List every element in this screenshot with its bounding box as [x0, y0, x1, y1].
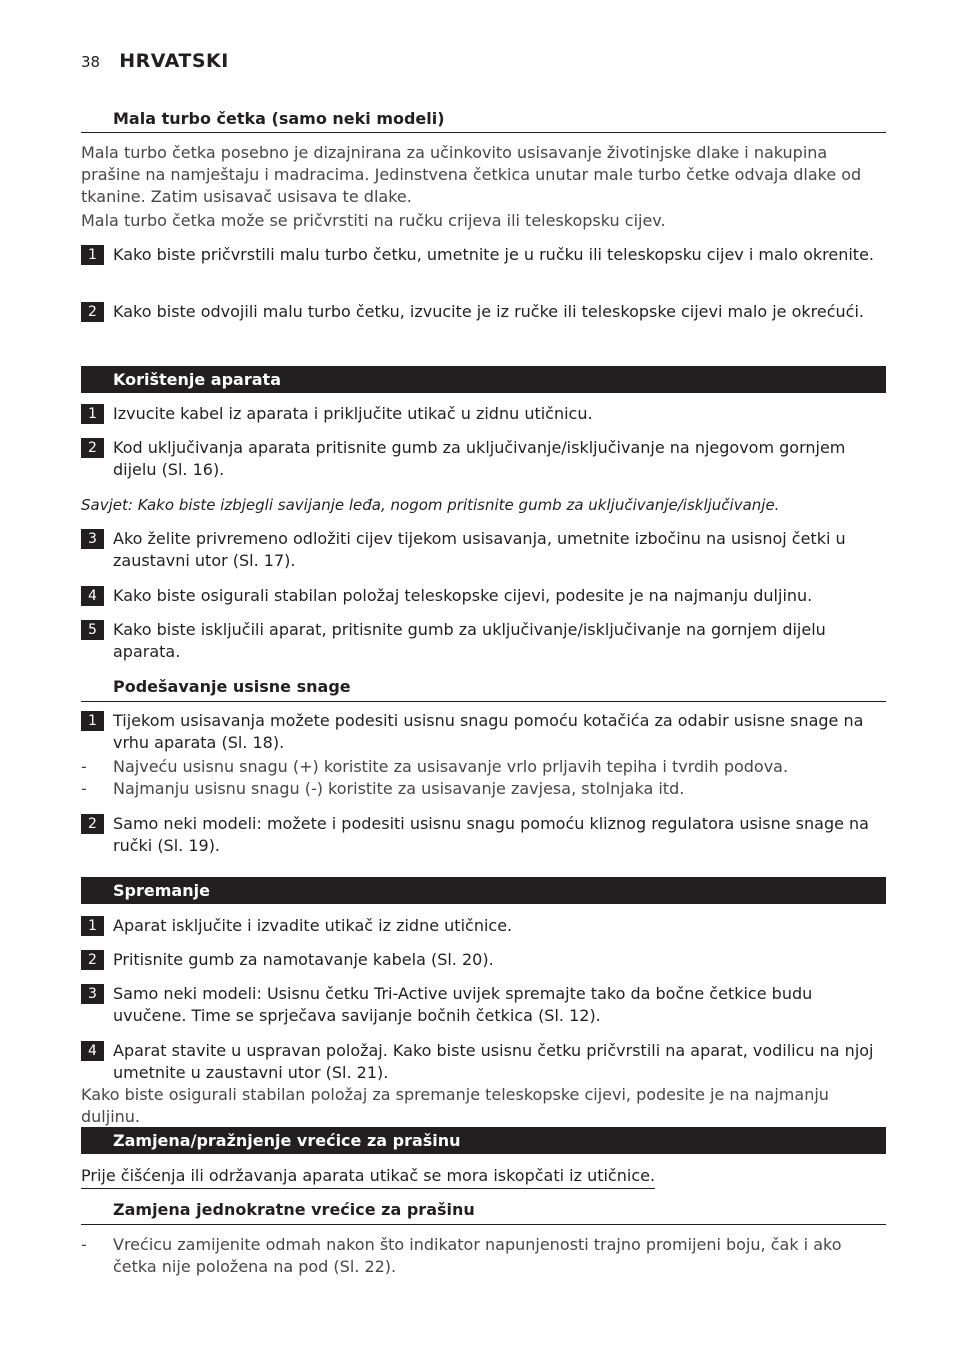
step-storage-1: [81, 915, 886, 937]
step-number: 2: [81, 950, 104, 970]
step-text: Izvucite kabel iz aparata i priključite utikač u zidnu utičnicu.: [113, 404, 593, 423]
step-number: 1: [81, 916, 104, 936]
step-using-3: [81, 528, 886, 572]
step-number: 3: [81, 984, 104, 1004]
step-using-4: [81, 585, 886, 607]
warning-text: Prije čišćenja ili održavanja aparata utikač se mora iskopčati iz utičnice.: [81, 1165, 655, 1189]
tip-text: Savjet: Kako biste izbjegli savijanje leđa, nogom pritisnite gumb za uključivanje/isključivanje.: [81, 496, 780, 514]
step-number: 4: [81, 1041, 104, 1061]
list-item-max-suction: [81, 756, 886, 778]
step-number: 2: [81, 438, 104, 458]
page-number: 38: [81, 53, 101, 71]
step-text: Kako biste isključili aparat, pritisnite gumb za uključivanje/isključivanje na gornjem dijelu aparata.: [113, 620, 826, 661]
step-number: 3: [81, 529, 104, 549]
step-text: Kako biste odvojili malu turbo četku, izvucite je iz ručke ili teleskopske cijevi malo je okrećući.: [113, 302, 864, 321]
step-turbo-1: [81, 244, 886, 266]
step-text: Samo neki modeli: možete i podesiti usisnu snagu pomoću kliznog regulatora usisne snage na ručki (Sl. 19).: [113, 814, 869, 855]
dash-bullet: -: [81, 1235, 87, 1254]
page-header: [81, 50, 229, 72]
step-suction-1: [81, 710, 886, 754]
list-item-replace-bag: [81, 1234, 886, 1278]
subheading-turbo-brush: Mala turbo četka (samo neki modeli): [81, 108, 886, 133]
paragraph-storage-note: Kako biste osigurali stabilan položaj za spremanje teleskopske cijevi, podesite je na najmanju duljinu.: [81, 1085, 829, 1126]
step-text: Ako želite privremeno odložiti cijev tijekom usisavanja, umetnite izbočinu na usisnoj četki u zaustavni utor (Sl. 17).: [113, 529, 846, 570]
list-item-min-suction: [81, 778, 886, 800]
dash-bullet: -: [81, 757, 87, 776]
step-number: 1: [81, 245, 104, 265]
step-number: 2: [81, 814, 104, 834]
step-number: 1: [81, 711, 104, 731]
language-title: HRVATSKI: [119, 50, 229, 72]
list-text: Najmanju usisnu snagu (-) koristite za usisavanje zavjesa, stolnjaka itd.: [113, 779, 685, 798]
list-text: Vrećicu zamijenite odmah nakon što indikator napunjenosti trajno promijeni boju, čak i ako četka nije položena na pod (Sl. 22).: [113, 1235, 842, 1276]
step-using-1: [81, 403, 886, 425]
step-text: Kod uključivanja aparata pritisnite gumb za uključivanje/isključivanje na njegovom gornjem dijelu (Sl. 16).: [113, 438, 846, 479]
subheading-suction: Podešavanje usisne snage: [81, 676, 886, 702]
section-heading-using: Korištenje aparata: [81, 366, 886, 393]
step-suction-2: [81, 813, 886, 857]
step-text: Pritisnite gumb za namotavanje kabela (Sl. 20).: [113, 950, 494, 969]
subheading-replace-bag: Zamjena jednokratne vrećice za prašinu: [81, 1199, 886, 1225]
step-text: Aparat isključite i izvadite utikač iz zidne utičnice.: [113, 916, 513, 935]
step-storage-2: [81, 949, 886, 971]
paragraph-turbo-attach: Mala turbo četka može se pričvrstiti na ručku crijeva ili teleskopsku cijev.: [81, 211, 666, 230]
list-text: Najveću usisnu snagu (+) koristite za usisavanje vrlo prljavih tepiha i tvrdih podova.: [113, 757, 789, 776]
step-storage-3: [81, 983, 886, 1027]
step-using-5: [81, 619, 886, 663]
dash-bullet: -: [81, 779, 87, 798]
step-text: Tijekom usisavanja možete podesiti usisnu snagu pomoću kotačića za odabir usisne snage na vrhu aparata (Sl. 18).: [113, 711, 864, 752]
paragraph-turbo-intro: Mala turbo četka posebno je dizajnirana za učinkovito usisavanje životinjske dlake i nakupina prašine na namještaju i madracima. Jedinstvena četkica unutar male turbo četke odvaja dlake od tkanine. Zatim usisavač usisava te dlake.: [81, 143, 862, 206]
step-using-2: [81, 437, 886, 481]
step-storage-4: [81, 1040, 886, 1084]
step-text: Aparat stavite u uspravan položaj. Kako biste usisnu četku pričvrstili na aparat, vodilicu na njoj umetnite u zaustavni utor (Sl. 21).: [113, 1041, 874, 1082]
step-number: 2: [81, 302, 104, 322]
step-text: Kako biste pričvrstili malu turbo četku, umetnite je u ručku ili teleskopsku cijev i malo okrenite.: [113, 245, 874, 264]
step-number: 5: [81, 620, 104, 640]
step-turbo-2: [81, 301, 886, 323]
step-text: Samo neki modeli: Usisnu četku Tri-Active uvijek spremajte tako da bočne četkice budu uvučene. Time se sprječava savijanje bočnih četkica (Sl. 12).: [113, 984, 813, 1025]
step-text: Kako biste osigurali stabilan položaj teleskopske cijevi, podesite je na najmanju duljinu.: [113, 586, 813, 605]
section-heading-storage: Spremanje: [81, 877, 886, 904]
step-number: 1: [81, 404, 104, 424]
section-heading-dustbag: Zamjena/pražnjenje vrećice za prašinu: [81, 1127, 886, 1154]
step-number: 4: [81, 586, 104, 606]
